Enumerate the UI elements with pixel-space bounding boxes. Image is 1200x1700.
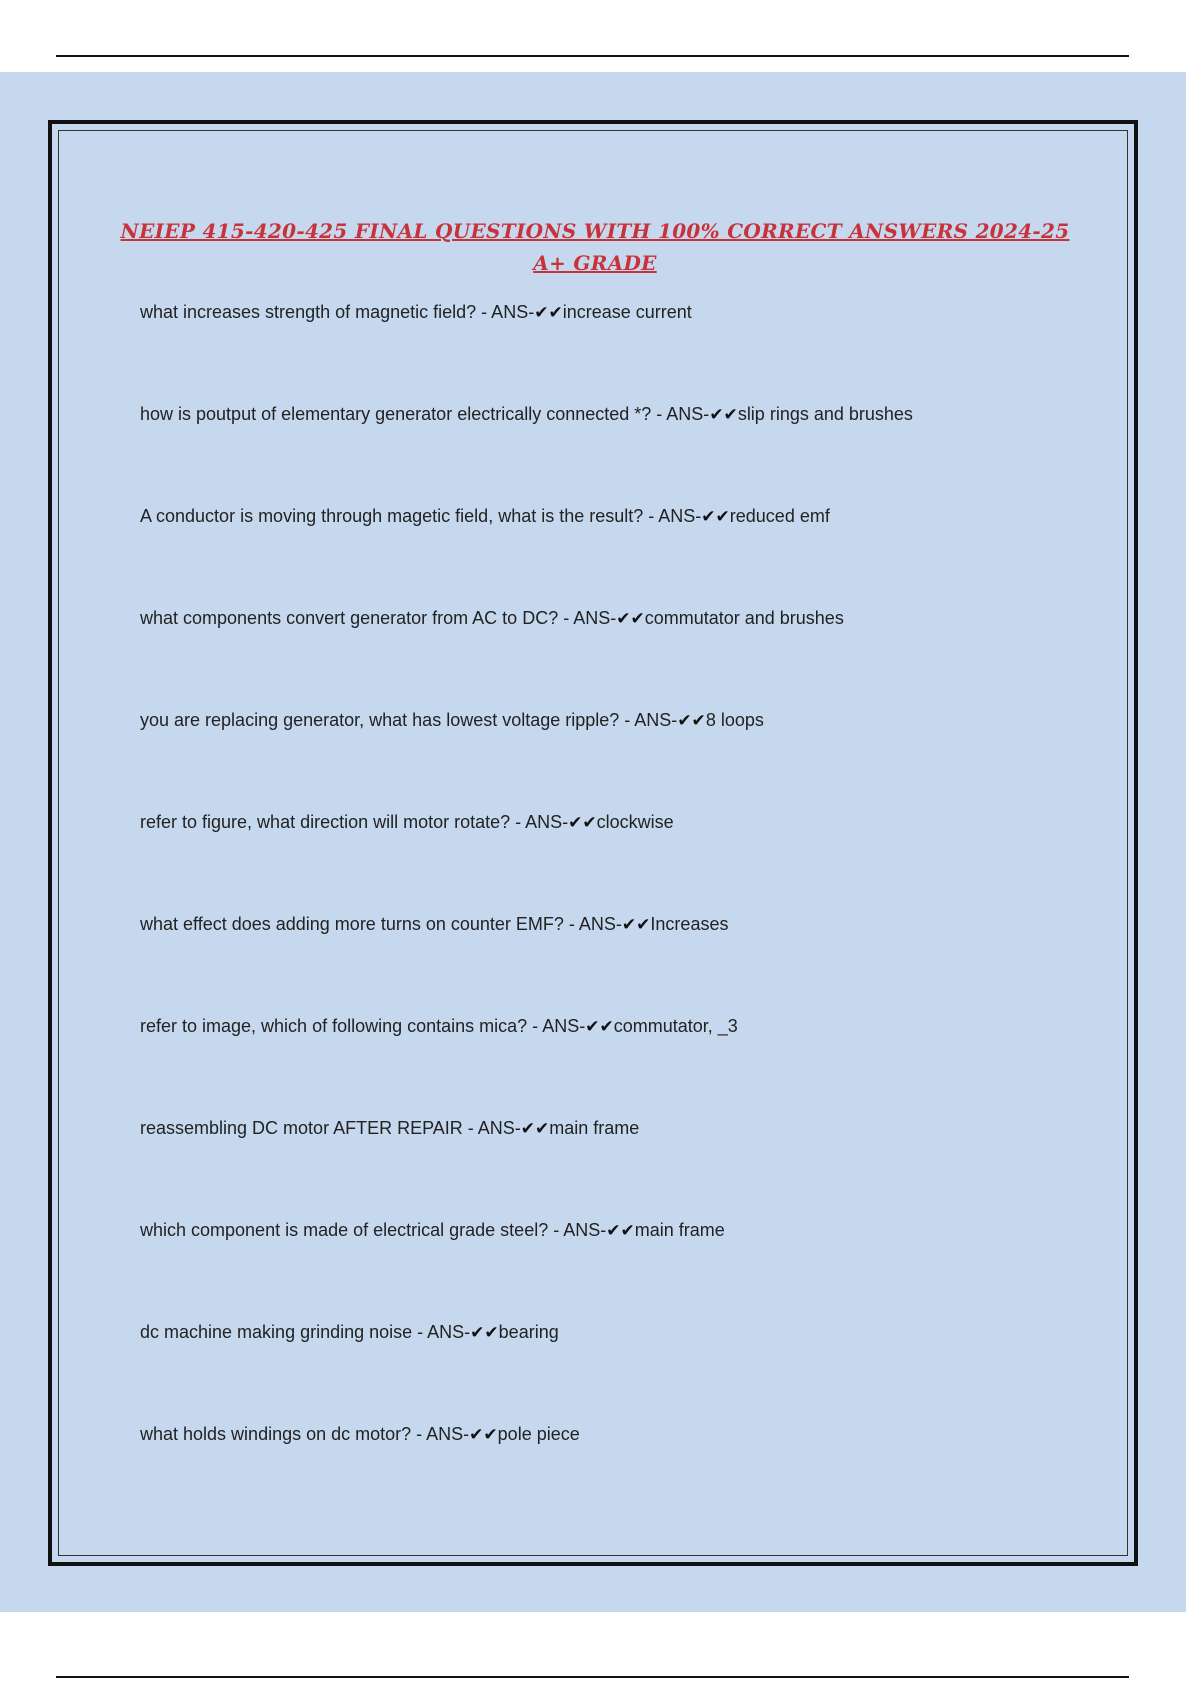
answer-text: slip rings and brushes <box>737 404 913 424</box>
title-line-1: NEIEP 415-420-425 FINAL QUESTIONS WITH 100% CORRECT ANSWERS 2024-25 <box>120 219 1070 243</box>
qa-item <box>140 912 1100 937</box>
qa-item <box>140 708 1100 733</box>
answer-text: main frame <box>549 1118 640 1138</box>
check-mark-icon: ✔✔ <box>606 1221 635 1241</box>
answer-text: commutator and brushes <box>644 608 844 628</box>
question-text: what components convert generator from AC to DC? - ANS- <box>140 608 617 628</box>
question-text: which component is made of electrical grade steel? - ANS- <box>140 1220 607 1240</box>
question-text: what effect does adding more turns on counter EMF? - ANS- <box>140 914 622 934</box>
qa-item <box>140 1422 1100 1447</box>
question-text: A conductor is moving through magetic field, what is the result? - ANS- <box>140 506 702 526</box>
question-text: how is poutput of elementary generator electrically connected *? - ANS- <box>140 404 710 424</box>
answer-text: reduced emf <box>729 506 830 526</box>
check-mark-icon: ✔✔ <box>470 1323 499 1343</box>
footer-rule <box>56 1676 1129 1678</box>
check-mark-icon: ✔✔ <box>534 303 563 323</box>
qa-item <box>140 300 1100 325</box>
question-text: what increases strength of magnetic field? - ANS- <box>140 302 535 322</box>
qa-item <box>140 1014 1100 1039</box>
check-mark-icon: ✔✔ <box>621 915 651 935</box>
answer-text: bearing <box>498 1322 559 1342</box>
answer-text: Increases <box>650 914 729 934</box>
question-text: what holds windings on dc motor? - ANS- <box>140 1424 470 1444</box>
answer-text: commutator, _3 <box>613 1016 738 1036</box>
qa-item <box>140 1320 1100 1345</box>
title-line-2: A+ GRADE <box>533 251 657 275</box>
check-mark-icon: ✔✔ <box>701 507 730 527</box>
check-mark-icon: ✔✔ <box>520 1119 550 1139</box>
page-border <box>48 120 1138 1566</box>
check-mark-icon: ✔✔ <box>616 609 645 629</box>
document-title <box>100 215 1090 279</box>
answer-text: pole piece <box>497 1424 580 1444</box>
question-text: refer to figure, what direction will motor rotate? - ANS- <box>140 812 569 832</box>
header-rule <box>56 55 1129 57</box>
check-mark-icon: ✔✔ <box>585 1017 614 1037</box>
qa-item <box>140 1116 1100 1141</box>
check-mark-icon: ✔✔ <box>568 813 597 833</box>
check-mark-icon: ✔✔ <box>677 711 706 731</box>
answer-text: clockwise <box>596 812 674 832</box>
check-mark-icon: ✔✔ <box>709 405 738 425</box>
qa-item <box>140 504 1100 529</box>
qa-item <box>140 606 1100 631</box>
qa-item <box>140 1218 1100 1243</box>
question-text: refer to image, which of following contains mica? - ANS- <box>140 1016 586 1036</box>
answer-text: main frame <box>634 1220 725 1240</box>
qa-item <box>140 810 1100 835</box>
qa-item <box>140 402 1100 427</box>
question-text: reassembling DC motor AFTER REPAIR - ANS- <box>140 1118 521 1138</box>
check-mark-icon: ✔✔ <box>469 1425 498 1445</box>
question-text: you are replacing generator, what has lowest voltage ripple? - ANS- <box>140 710 678 730</box>
answer-text: increase current <box>562 302 692 322</box>
question-text: dc machine making grinding noise - ANS- <box>140 1322 471 1342</box>
answer-text: 8 loops <box>705 710 764 730</box>
